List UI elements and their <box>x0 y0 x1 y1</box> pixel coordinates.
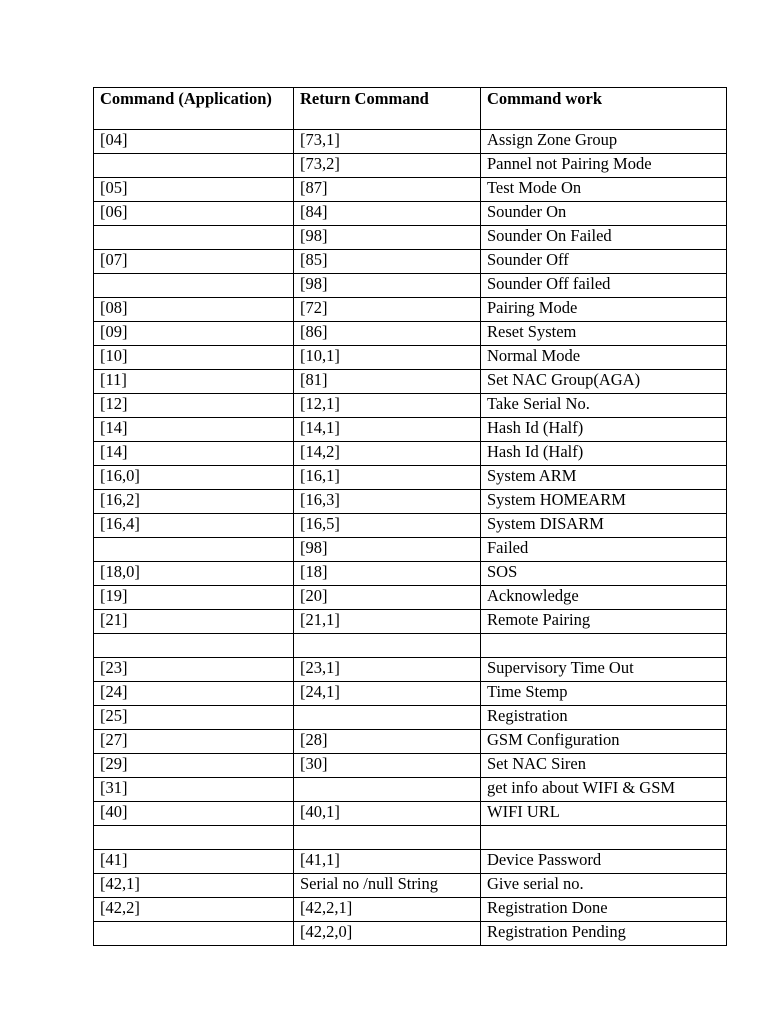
cell-return-command: [86] <box>294 322 481 346</box>
cell-return-command: [98] <box>294 274 481 298</box>
cell-command-application: [11] <box>94 370 294 394</box>
cell-return-command: [73,2] <box>294 154 481 178</box>
cell-command-work <box>481 826 727 850</box>
cell-command-application: [08] <box>94 298 294 322</box>
cell-command-work: Hash Id (Half) <box>481 442 727 466</box>
cell-return-command: [14,1] <box>294 418 481 442</box>
table-row <box>94 874 727 898</box>
cell-command-work: GSM Configuration <box>481 730 727 754</box>
cell-command-application: [04] <box>94 130 294 154</box>
cell-return-command: [16,3] <box>294 490 481 514</box>
cell-command-application: [31] <box>94 778 294 802</box>
cell-command-application: [18,0] <box>94 562 294 586</box>
table-row <box>94 346 727 370</box>
cell-command-work: Reset System <box>481 322 727 346</box>
cell-command-work: System HOMEARM <box>481 490 727 514</box>
table-row <box>94 634 727 658</box>
cell-return-command <box>294 826 481 850</box>
cell-command-work: System ARM <box>481 466 727 490</box>
table-row <box>94 442 727 466</box>
cell-return-command: [73,1] <box>294 130 481 154</box>
cell-command-work: Supervisory Time Out <box>481 658 727 682</box>
command-table-body <box>94 130 727 946</box>
cell-return-command: [42,2,0] <box>294 922 481 946</box>
table-row <box>94 754 727 778</box>
table-row <box>94 202 727 226</box>
cell-command-work: Set NAC Group(AGA) <box>481 370 727 394</box>
table-row <box>94 706 727 730</box>
cell-return-command: [87] <box>294 178 481 202</box>
table-row <box>94 466 727 490</box>
cell-return-command <box>294 778 481 802</box>
cell-command-application: [24] <box>94 682 294 706</box>
cell-command-application: [12] <box>94 394 294 418</box>
table-row <box>94 610 727 634</box>
cell-command-work: Give serial no. <box>481 874 727 898</box>
cell-command-work: Sounder Off <box>481 250 727 274</box>
cell-return-command: [16,1] <box>294 466 481 490</box>
cell-return-command <box>294 706 481 730</box>
cell-command-work <box>481 634 727 658</box>
cell-command-application: [23] <box>94 658 294 682</box>
cell-command-application: [21] <box>94 610 294 634</box>
cell-command-application: [41] <box>94 850 294 874</box>
cell-command-work: Pannel not Pairing Mode <box>481 154 727 178</box>
cell-return-command: [30] <box>294 754 481 778</box>
cell-command-application <box>94 274 294 298</box>
command-table-header <box>94 88 727 130</box>
table-row <box>94 658 727 682</box>
cell-command-work: Assign Zone Group <box>481 130 727 154</box>
table-row <box>94 562 727 586</box>
cell-return-command <box>294 634 481 658</box>
cell-return-command: [41,1] <box>294 850 481 874</box>
cell-command-application <box>94 154 294 178</box>
command-table <box>93 87 727 946</box>
table-row <box>94 250 727 274</box>
table-row <box>94 226 727 250</box>
cell-command-application: [07] <box>94 250 294 274</box>
cell-return-command: [98] <box>294 226 481 250</box>
cell-return-command: [84] <box>294 202 481 226</box>
cell-command-application: [14] <box>94 442 294 466</box>
cell-command-work: Sounder On Failed <box>481 226 727 250</box>
cell-command-application: [16,2] <box>94 490 294 514</box>
table-row <box>94 298 727 322</box>
cell-return-command: [42,2,1] <box>294 898 481 922</box>
cell-command-application: [42,2] <box>94 898 294 922</box>
cell-command-work: Test Mode On <box>481 178 727 202</box>
cell-return-command: [98] <box>294 538 481 562</box>
cell-command-work: WIFI URL <box>481 802 727 826</box>
cell-command-application: [40] <box>94 802 294 826</box>
cell-command-application: [16,0] <box>94 466 294 490</box>
table-row <box>94 514 727 538</box>
cell-command-work: Pairing Mode <box>481 298 727 322</box>
table-row <box>94 730 727 754</box>
cell-command-application: [42,1] <box>94 874 294 898</box>
cell-return-command: [18] <box>294 562 481 586</box>
table-row <box>94 274 727 298</box>
cell-command-work: Remote Pairing <box>481 610 727 634</box>
table-row <box>94 370 727 394</box>
table-row <box>94 394 727 418</box>
cell-command-application: [09] <box>94 322 294 346</box>
table-row <box>94 538 727 562</box>
cell-command-application <box>94 538 294 562</box>
header-return-command: Return Command <box>294 88 481 130</box>
cell-return-command: [20] <box>294 586 481 610</box>
table-row <box>94 922 727 946</box>
cell-command-application: [10] <box>94 346 294 370</box>
table-row <box>94 586 727 610</box>
cell-return-command: [21,1] <box>294 610 481 634</box>
cell-command-work: System DISARM <box>481 514 727 538</box>
table-row <box>94 778 727 802</box>
cell-command-work: Time Stemp <box>481 682 727 706</box>
cell-command-work: Registration Done <box>481 898 727 922</box>
cell-command-application: [14] <box>94 418 294 442</box>
cell-return-command: [14,2] <box>294 442 481 466</box>
cell-return-command: [72] <box>294 298 481 322</box>
cell-command-work: Registration <box>481 706 727 730</box>
cell-return-command: [10,1] <box>294 346 481 370</box>
cell-command-work: Normal Mode <box>481 346 727 370</box>
table-row <box>94 898 727 922</box>
cell-command-application: [19] <box>94 586 294 610</box>
cell-return-command: [24,1] <box>294 682 481 706</box>
cell-command-application <box>94 226 294 250</box>
cell-command-application: [05] <box>94 178 294 202</box>
table-row <box>94 322 727 346</box>
header-command-application: Command (Application) <box>94 88 294 130</box>
cell-command-application <box>94 634 294 658</box>
cell-command-application: [27] <box>94 730 294 754</box>
cell-command-work: SOS <box>481 562 727 586</box>
cell-return-command: Serial no /null String <box>294 874 481 898</box>
table-row <box>94 418 727 442</box>
table-row <box>94 130 727 154</box>
cell-return-command: [85] <box>294 250 481 274</box>
cell-command-work: Set NAC Siren <box>481 754 727 778</box>
cell-command-application <box>94 922 294 946</box>
table-row <box>94 178 727 202</box>
cell-command-application <box>94 826 294 850</box>
table-row <box>94 154 727 178</box>
cell-return-command: [81] <box>294 370 481 394</box>
cell-command-work: get info about WIFI & GSM <box>481 778 727 802</box>
cell-command-work: Sounder Off failed <box>481 274 727 298</box>
header-row <box>94 88 727 130</box>
cell-return-command: [23,1] <box>294 658 481 682</box>
table-row <box>94 850 727 874</box>
cell-command-work: Device Password <box>481 850 727 874</box>
cell-return-command: [16,5] <box>294 514 481 538</box>
table-row <box>94 802 727 826</box>
cell-command-work: Hash Id (Half) <box>481 418 727 442</box>
cell-command-work: Take Serial No. <box>481 394 727 418</box>
cell-command-work: Failed <box>481 538 727 562</box>
cell-command-application: [25] <box>94 706 294 730</box>
cell-command-work: Sounder On <box>481 202 727 226</box>
header-command-work: Command work <box>481 88 727 130</box>
cell-return-command: [40,1] <box>294 802 481 826</box>
cell-return-command: [12,1] <box>294 394 481 418</box>
cell-command-application: [16,4] <box>94 514 294 538</box>
cell-command-work: Acknowledge <box>481 586 727 610</box>
cell-return-command: [28] <box>294 730 481 754</box>
table-row <box>94 490 727 514</box>
cell-command-application: [29] <box>94 754 294 778</box>
cell-command-work: Registration Pending <box>481 922 727 946</box>
table-row <box>94 826 727 850</box>
cell-command-application: [06] <box>94 202 294 226</box>
table-row <box>94 682 727 706</box>
